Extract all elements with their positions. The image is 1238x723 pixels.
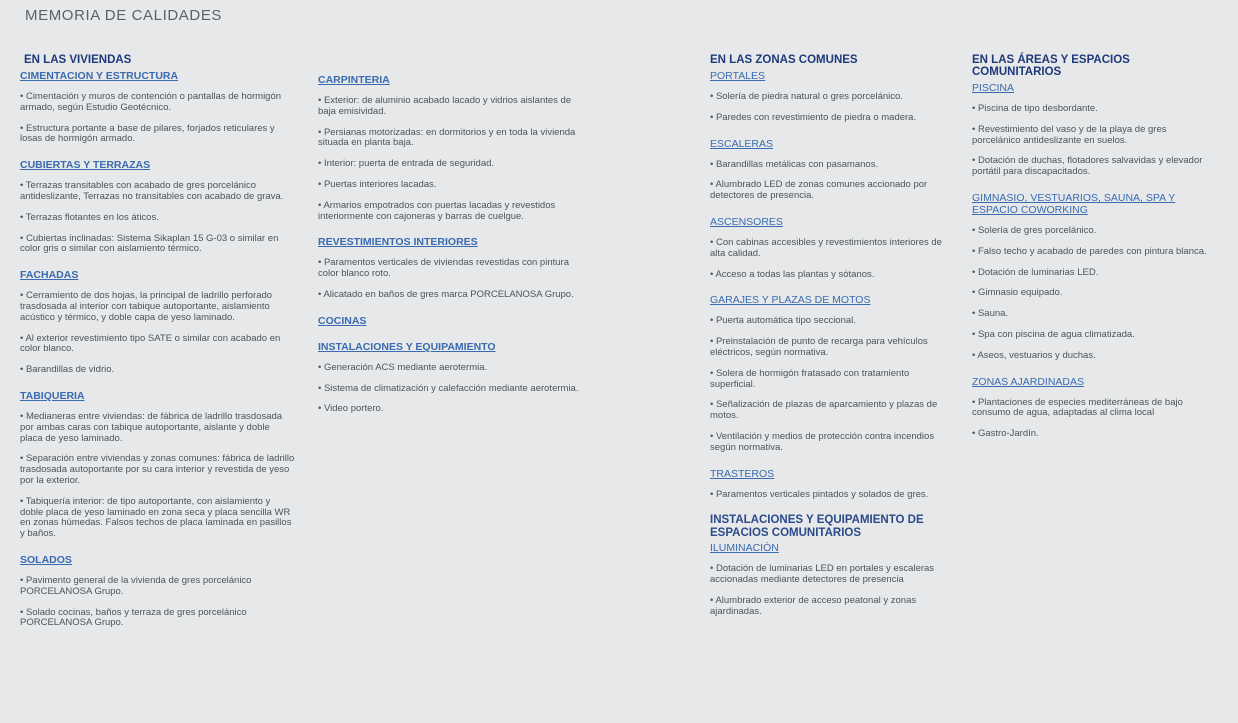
list-item: • Señalización de plazas de aparcamiento y plazas de motos. bbox=[710, 399, 938, 422]
section-ascensores bbox=[710, 216, 950, 280]
section-portales bbox=[710, 70, 950, 124]
list-item: • Video portero. bbox=[318, 403, 384, 415]
section-heading-tabiqueria: TABIQUERIA bbox=[20, 389, 85, 402]
list-item: • Paramentos verticales de viviendas revestidas con pintura color blanco roto. bbox=[318, 257, 569, 280]
list-item: • Tabiquería interior: de tipo autoportante, con aislamiento y doble placa de yeso laminado en zona seca y placa sencilla WR en zonas húmedas. Falsos techos de placa laminada en pasillos y baños. bbox=[20, 495, 292, 540]
section-heading-piscina: PISCINA bbox=[972, 82, 1015, 94]
list-item: • Revestimiento del vaso y de la playa de gres porcelánico antideslizante en suelos. bbox=[972, 123, 1167, 146]
list-item: • Barandillas de vidrio. bbox=[20, 364, 115, 376]
list-item: • Cerramiento de dos hojas, la principal de ladrillo perforado trasdosada al interior con tabique autoportante, aislamiento acústico y térmico, y doble capa de yeso laminado. bbox=[20, 290, 273, 323]
section-heading-carpinteria: CARPINTERIA bbox=[318, 74, 390, 86]
list-item: • Pavimento general de la vivienda de gres porcelánico PORCELANOSA Grupo. bbox=[20, 574, 252, 597]
list-item: • Sauna. bbox=[972, 308, 1009, 320]
list-item: • Solería de piedra natural o gres porcelánico. bbox=[710, 91, 903, 102]
column-areas-comunitarias bbox=[972, 54, 1212, 454]
section-garajes-y-plazas-de-motos bbox=[710, 294, 950, 453]
list-item: • Cubiertas inclinadas: Sistema Sikaplan 15 G-03 o similar en color gris o similar con aislamiento térmico. bbox=[20, 232, 279, 255]
section-heading-cocinas: COCINAS bbox=[318, 314, 367, 327]
list-item: • Dotación de luminarias LED. bbox=[972, 266, 1099, 278]
section-heading-gimnasio-vestuarios-sauna-spa-y-espacio-coworking: GIMNASIO, VESTUARIOS, SAUNA, SPA Y ESPACIO COWORKING bbox=[972, 191, 1176, 216]
section-cocinas bbox=[318, 315, 588, 327]
main-heading-instalaciones-comunitarias: INSTALACIONES Y EQUIPAMIENTO DE ESPACIOS COMUNITARIOS bbox=[710, 514, 924, 540]
list-item: • Spa con piscina de agua climatizada. bbox=[972, 328, 1135, 340]
list-item: • Alumbrado LED de zonas comunes accionado por detectores de presencia. bbox=[710, 179, 928, 202]
list-item: • Gimnasio equipado. bbox=[972, 287, 1063, 299]
list-item: • Paramentos verticales pintados y solados de gres. bbox=[710, 488, 929, 500]
page-title: MEMORIA DE CALIDADES bbox=[25, 7, 223, 24]
list-item: • Ventilación y medios de protección contra incendios según normativa. bbox=[710, 430, 935, 453]
column-viviendas-2 bbox=[318, 74, 588, 429]
section-gimnasio-vestuarios-sauna-spa-y-espacio-coworking bbox=[972, 192, 1212, 362]
list-item: • Exterior: de aluminio acabado lacado y vidrios aislantes de baja emisividad. bbox=[318, 95, 572, 117]
list-item: • Solado cocinas, baños y terraza de gres porcelánico PORCELANOSA Grupo. bbox=[20, 606, 247, 629]
column-viviendas bbox=[20, 54, 295, 643]
section-revestimientos-interiores bbox=[318, 236, 588, 300]
section-iluminacion bbox=[710, 542, 950, 617]
section-trasteros bbox=[710, 468, 950, 501]
list-item: • Con cabinas accesibles y revestimientos interiores de alta calidad. bbox=[710, 236, 942, 259]
list-item: • Gastro-Jardín. bbox=[972, 428, 1039, 440]
main-heading-areas-comunitarias: EN LAS ÁREAS Y ESPACIOS COMUNITARIOS bbox=[972, 54, 1130, 78]
section-heading-revestimientos-interiores: REVESTIMIENTOS INTERIORES bbox=[318, 236, 478, 249]
list-item: • Sistema de climatización y calefacción mediante aerotermia. bbox=[318, 382, 579, 394]
list-item: • Paredes con revestimiento de piedra o madera. bbox=[710, 111, 917, 123]
section-zonas-ajardinadas bbox=[972, 376, 1212, 440]
section-heading-portales: PORTALES bbox=[710, 70, 766, 82]
list-item: • Acceso a todas las plantas y sótanos. bbox=[710, 268, 875, 280]
main-heading-zonas-comunes: EN LAS ZONAS COMUNES bbox=[710, 54, 858, 66]
section-heading-ascensores: ASCENSORES bbox=[710, 215, 783, 228]
list-item: • Puertas interiores lacadas. bbox=[318, 178, 437, 190]
section-heading-fachadas: FACHADAS bbox=[20, 269, 79, 282]
list-item: • Aseos, vestuarios y duchas. bbox=[972, 349, 1096, 361]
section-escaleras bbox=[710, 138, 950, 202]
section-heading-solados: SOLADOS bbox=[20, 553, 72, 566]
list-item: • Medianeras entre viviendas: de fábrica de ladrillo trasdosada por ambas caras con tabique autoportante, aislante y doble placa de yeso laminado. bbox=[20, 410, 283, 444]
list-item: • Dotación de duchas, flotadores salvavidas y elevador portátil para discapacitados. bbox=[972, 155, 1203, 178]
list-item: • Alicatado en baños de gres marca PORCELANOSA Grupo. bbox=[318, 288, 574, 300]
list-item: • Puerta automática tipo seccional. bbox=[710, 315, 856, 327]
section-piscina bbox=[972, 82, 1212, 178]
section-heading-zonas-ajardinadas: ZONAS AJARDINADAS bbox=[972, 375, 1085, 388]
section-tabiqueria bbox=[20, 390, 295, 540]
main-heading-viviendas: EN LAS VIVIENDAS bbox=[24, 54, 132, 66]
section-instalaciones-y-equipamiento bbox=[318, 341, 588, 415]
section-heading-cubiertas-y-terrazas: CUBIERTAS Y TERRAZAS bbox=[20, 159, 151, 172]
list-item: • Persianas motorizadas: en dormitorios y en toda la vivienda situada en planta baja. bbox=[318, 126, 576, 149]
list-item: • Barandillas metálicas con pasamanos. bbox=[710, 158, 879, 170]
section-heading-garajes-y-plazas-de-motos: GARAJES Y PLAZAS DE MOTOS bbox=[710, 294, 871, 307]
section-fachadas bbox=[20, 269, 295, 376]
list-item: • Interior: puerta de entrada de seguridad. bbox=[318, 158, 495, 170]
list-item: • Solera de hormigón fratasado con tratamiento superficial. bbox=[710, 367, 910, 390]
section-heading-cimentacion-y-estructura: CIMENTACION Y ESTRUCTURA bbox=[20, 70, 179, 82]
list-item: • Cimentación y muros de contención o pantallas de hormigón armado, según Estudio Geotécnico. bbox=[20, 91, 282, 113]
list-item: • Al exterior revestimiento tipo SATE o similar con acabado en color blanco. bbox=[20, 332, 281, 355]
section-heading-iluminacion: ILUMINACIÓN bbox=[710, 542, 779, 555]
list-item: • Piscina de tipo desbordante. bbox=[972, 103, 1098, 114]
list-item: • Falso techo y acabado de paredes con pintura blanca. bbox=[972, 245, 1207, 257]
section-cubiertas-y-terrazas bbox=[20, 159, 295, 255]
section-carpinteria bbox=[318, 74, 588, 222]
section-solados bbox=[20, 554, 295, 629]
list-item: • Separación entre viviendas y zonas comunes: fábrica de ladrillo trasdosada autoportante por su cara interior y revestida de yeso por la exterior. bbox=[20, 453, 295, 486]
list-item: • Preinstalación de punto de recarga para vehículos eléctricos, según normativa. bbox=[710, 336, 928, 358]
list-item: • Plantaciones de especies mediterráneas de bajo consumo de agua, adaptadas al clima local bbox=[972, 396, 1183, 419]
list-item: • Generación ACS mediante aerotermia. bbox=[318, 361, 488, 373]
list-item: • Terrazas flotantes en los áticos. bbox=[20, 211, 159, 223]
section-cimentacion-y-estructura bbox=[20, 70, 295, 145]
section-heading-escaleras: ESCALERAS bbox=[710, 137, 774, 150]
column-zonas-comunes bbox=[710, 54, 950, 632]
section-heading-trasteros: TRASTEROS bbox=[710, 467, 775, 480]
list-item: • Armarios empotrados con puertas lacadas y revestidos interiormente con cajoneras y barras de cuelgue. bbox=[318, 199, 556, 222]
list-item: • Terrazas transitables con acabado de gres porcelánico antideslizante, Terrazas no transitables con acabado de grava. bbox=[20, 180, 284, 202]
list-item: • Estructura portante a base de pilares, forjados reticulares y losas de hormigón armado. bbox=[20, 122, 275, 145]
list-item: • Alumbrado exterior de acceso peatonal y zonas ajardinadas. bbox=[710, 594, 917, 617]
section-heading-instalaciones-y-equipamiento: INSTALACIONES Y EQUIPAMIENTO bbox=[318, 340, 496, 353]
list-item: • Solería de gres porcelánico. bbox=[972, 224, 1097, 236]
list-item: • Dotación de luminarias LED en portales y escaleras accionadas mediante detectores de presencia bbox=[710, 563, 935, 586]
